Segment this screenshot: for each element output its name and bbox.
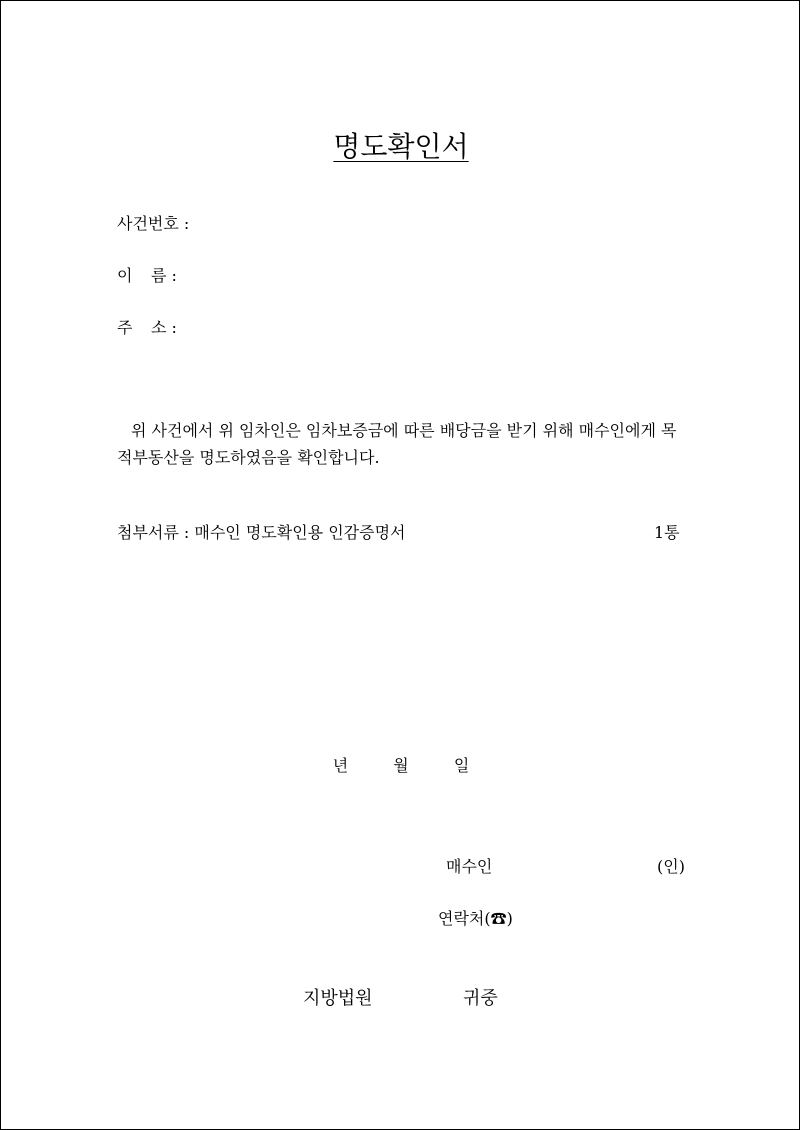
statement-line-1: 위 사건에서 위 임차인은 임차보증금에 따른 배당금을 받기 위해 매수인에게 목 [131, 421, 677, 440]
case-number-label: 사건번호 : [117, 214, 190, 233]
document-title-text: 명도확인서 [333, 130, 469, 163]
court-name: 지방법원 [303, 988, 373, 1009]
document-title [1, 129, 800, 165]
seal-mark: (인) [657, 857, 685, 876]
attachment-count: 1통 [654, 523, 680, 542]
confirmation-statement [117, 417, 697, 471]
date-month: 월 [393, 756, 409, 775]
attachment-label: 첨부서류 : 매수인 명도확인용 인감증명서 [117, 523, 406, 542]
date-year: 년 [332, 756, 349, 775]
buyer-label: 매수인 [446, 857, 493, 876]
contact-label: 연락처(☎) [438, 909, 513, 928]
address-label-first: 주 [117, 318, 133, 337]
name-label-first: 이 [117, 266, 133, 285]
name-label-second: 름 : [151, 266, 177, 285]
court-honorific: 귀중 [463, 988, 498, 1009]
address-field [117, 318, 177, 338]
name-field [117, 266, 177, 286]
case-number-field [117, 214, 189, 234]
date-line [1, 753, 800, 776]
statement-line-2: 적부동산을 명도하였음을 확인합니다. [117, 448, 380, 467]
address-label-second: 소 : [151, 318, 177, 337]
date-day: 일 [453, 756, 470, 775]
